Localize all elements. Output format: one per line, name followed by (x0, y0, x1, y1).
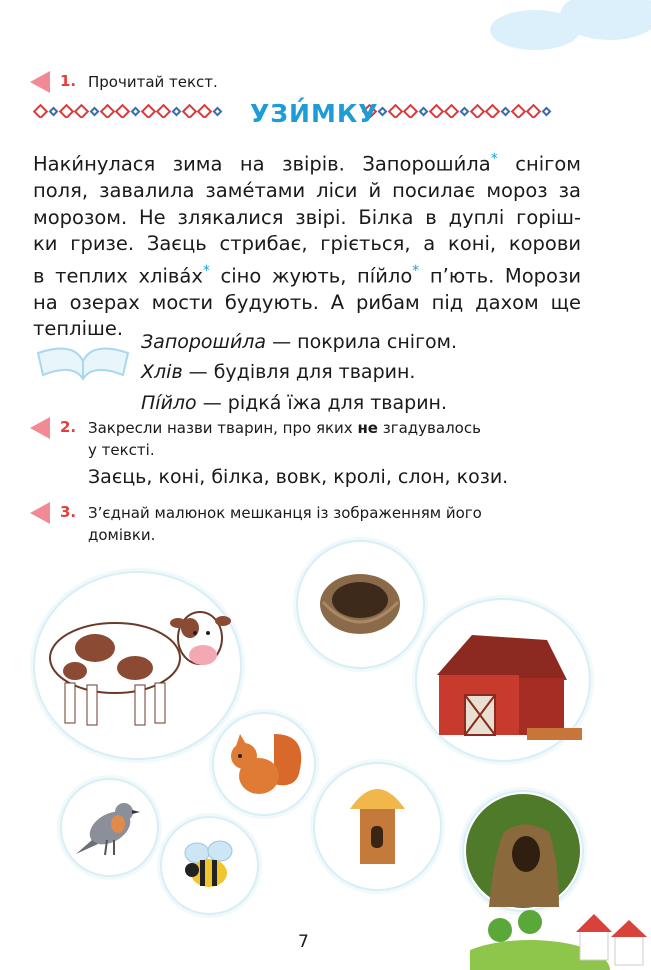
story-line: поля, завалила заме́тами ліси й посилає мороз за (33, 179, 581, 202)
task-marker-icon (30, 502, 50, 524)
ornament-diamond (33, 104, 48, 118)
village-decoration (470, 900, 651, 970)
story-text (33, 146, 581, 343)
glossary-definition: — покрила снігом. (266, 331, 458, 353)
story-line: тепліше. (33, 317, 124, 340)
book-icon (33, 333, 133, 383)
task-text: З’єднай малюнок мешканця із зображенням його домівки. (88, 504, 482, 544)
ornament-right (362, 104, 580, 118)
task-number: 2. (60, 418, 77, 436)
ornament-diamond (378, 106, 388, 116)
task-marker-icon (30, 417, 50, 439)
ornament-diamond (74, 104, 90, 118)
story-line: Наки́нулася зима на звірів. Запороши́ла* снігом (33, 151, 582, 176)
glossary-term: Хлів (141, 361, 183, 383)
bee-icon (162, 818, 257, 913)
glossary-entry (141, 361, 415, 383)
story-line: на озерах мости будують. А рибам під дахом ще (33, 290, 581, 314)
ornament-diamond (485, 104, 501, 118)
nest-picture[interactable] (296, 540, 425, 669)
glossary-term: Пі́йло (141, 392, 197, 414)
glossary-definition: — будівля для тварин. (182, 361, 416, 383)
ornament-diamond (403, 104, 419, 118)
glossary-entry (141, 392, 447, 414)
bird-icon (62, 780, 157, 875)
ornament-diamond (501, 106, 511, 116)
story-line: в теплих хліва́х* сіно жують, пі́йло* п’ють. Морози (33, 262, 581, 287)
task-number: 3. (60, 503, 77, 521)
glossary-entry (141, 331, 457, 353)
ornament-diamond (388, 104, 404, 118)
squirrel-picture[interactable] (212, 712, 316, 816)
story-title: УЗИ́МКУ (250, 99, 379, 128)
ornament-diamond (511, 104, 527, 118)
ornament-left (33, 104, 248, 118)
ornament-diamond (197, 104, 213, 118)
glossary-definition: — рідка́ їжа для тварин. (196, 392, 448, 414)
glossary-term: Запороши́ла (141, 331, 267, 353)
ornament-diamond (49, 106, 59, 116)
animals-list[interactable]: Заєць, коні, білка, вовк, кролі, слон, кози. (88, 466, 509, 488)
tree-hollow-icon (464, 792, 582, 910)
cow-icon (35, 573, 240, 758)
ornament-diamond (100, 104, 116, 118)
ornament-diamond (141, 104, 157, 118)
ornament-diamond (156, 104, 172, 118)
barn-icon (417, 600, 589, 760)
ornament-diamond (59, 104, 75, 118)
ornament-diamond (115, 104, 131, 118)
beehive-icon (315, 764, 440, 889)
ornament-diamond (131, 106, 141, 116)
task-text: Прочитай текст. (88, 73, 218, 91)
squirrel-icon (214, 714, 314, 814)
ornament-diamond (419, 106, 429, 116)
ornament-diamond (460, 106, 470, 116)
task-number: 1. (60, 72, 77, 90)
ornament-diamond (182, 104, 198, 118)
ornament-diamond (213, 106, 223, 116)
ornament-diamond (429, 104, 445, 118)
tree-hollow-picture[interactable] (462, 790, 584, 912)
ornament-diamond (444, 104, 460, 118)
task-marker-icon (30, 71, 50, 93)
task-text: Закресли назви тварин, про яких не згадувалось у тексті. (88, 419, 481, 459)
ornament-diamond (542, 106, 552, 116)
beehive-picture[interactable] (313, 762, 442, 891)
bee-picture[interactable] (160, 816, 259, 915)
cow-picture[interactable] (33, 571, 242, 760)
ornament-diamond (470, 104, 486, 118)
page-number: 7 (298, 932, 309, 952)
ornament-diamond (172, 106, 182, 116)
ornament-diamond (526, 104, 542, 118)
story-line: морозом. Не злякалися звірі. Білка в дуплі горіш- (33, 205, 581, 229)
bird-picture[interactable] (60, 778, 159, 877)
story-line: ки гризе. Заєць стрибає, гріється, а коні, корови (33, 232, 581, 255)
barn-picture[interactable] (415, 598, 591, 762)
nest-icon (298, 542, 423, 667)
ornament-diamond (90, 106, 100, 116)
